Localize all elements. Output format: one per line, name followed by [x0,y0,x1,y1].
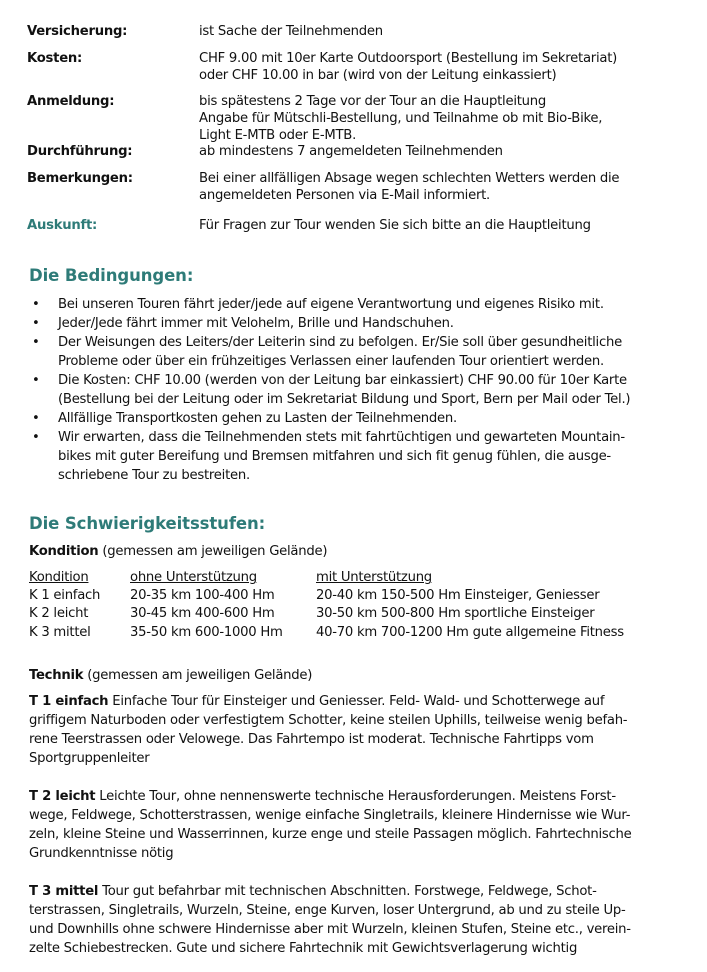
label-auskunft: Auskunft: [27,218,98,233]
bullet-icon: • [32,373,40,388]
value-anmeldung-line3: Light E-MTB oder E-MTB. [199,128,357,143]
list-item: • Der Weisungen des Leiters/der Leiterin sind zu befolgen. Er/Sie soll über gesundheitliche Probleme oder über ein frühzeitiges Verlassen einer laufenden Tour orientiert werden. [32,335,622,369]
bullet-icon: • [32,335,40,350]
value-bemerkungen-line2: angemeldeten Personen via E-Mail informiert. [199,188,490,203]
kondition-row-k1-ohne: 20-35 km 100-400 Hm [130,588,275,603]
bullet-icon: • [32,297,40,312]
value-durchfuehrung: ab mindestens 7 angemeldeten Teilnehmenden [199,144,503,159]
kondition-row-k2-level: K 2 leicht [29,606,89,621]
value-anmeldung-line2: Angabe für Mütschli-Bestellung, und Teilnahme ob mit Bio-Bike, [199,111,603,126]
value-kosten-line1: CHF 9.00 mit 10er Karte Outdoorsport (Bestellung im Sekretariat) [199,51,618,66]
value-kosten-line2: oder CHF 10.00 in bar (wird von der Leitung einkassiert) [199,68,557,83]
value-versicherung: ist Sache der Teilnehmenden [199,24,383,39]
value-bemerkungen-line1: Bei einer allfälligen Absage wegen schlechten Wetters werden die [199,171,620,186]
kondition-header-level: Kondition [29,570,89,585]
label-kosten: Kosten: [27,51,83,66]
technik-t2: T 2 leicht Leichte Tour, ohne nennenswerte technische Herausforderungen. Meistens Forst- wege, Feldwege, Schotterstrassen, wenige einfache Singletrails, kleinere Hindernisse wie Wur- zeln, kleine Steine und Wasserrinnen, kurze enge und steile Passagen möglich. Fahrtechnische Grundkenntnisse nötig [29,789,632,861]
label-durchfuehrung: Durchführung: [27,144,133,159]
list-item: • Wir erwarten, dass die Teilnehmenden stets mit fahrtüchtigen und gewarteten Mountain- bikes mit guter Bereifung und Bremsen mitfahren und sich fit genug fühlen, die ausge- schriebene Tour zu bestreiten. [32,430,625,483]
list-item: • Jeder/Jede fährt immer mit Velohelm, Brille und Handschuhen. [32,316,454,331]
list-item: • Bei unseren Touren fährt jeder/jede auf eigene Verantwortung und eigenes Risiko mit. [32,297,604,312]
kondition-row-k2-mit: 30-50 km 500-800 Hm sportliche Einsteiger [316,606,595,621]
bullet-icon: • [32,316,40,331]
conditions-list [29,295,630,485]
kondition-row-k3-mit: 40-70 km 700-1200 Hm gute allgemeine Fitness [316,625,624,640]
kondition-row-k2-ohne: 30-45 km 400-600 Hm [130,606,275,621]
kondition-header-mit: mit Unterstützung [316,570,432,585]
technik-t1: T 1 einfach Einfache Tour für Einsteiger und Geniesser. Feld- Wald- und Schotterwege auf griffigem Naturboden oder verfestigtem Schotter, keine steilen Uphills, teilweise wenig befah- rene Teerstrassen oder Velowege. Das Fahrtempo ist moderat. Technische Fahrtipps vom Sportgruppenleiter [29,694,628,766]
kondition-row-k3-level: K 3 mittel [29,625,91,640]
kondition-title: Kondition (gemessen am jeweiligen Gelände) [29,544,328,559]
kondition-header-ohne: ohne Unterstützung [130,570,257,585]
list-item: • Allfällige Transportkosten gehen zu Lasten der Teilnehmenden. [32,411,457,426]
technik-title: Technik (gemessen am jeweiligen Gelände) [29,668,313,683]
conditions-heading: Die Bedingungen: [29,266,194,285]
technik-t3: T 3 mittel Tour gut befahrbar mit technischen Abschnitten. Forstwege, Feldwege, Schot- terstrassen, Singletrails, Wurzeln, Steine, enge Kurven, loser Untergrund, ab und zu steile Up- und Downhills ohne schwere Hindernisse aber mit Wurzeln, kleinen Stufen, Steine etc., verein- zelte Schiebestrecken. Gute und sichere Fahrtechnik mit Gewichtsverlagerung wichtig [29,884,631,956]
kondition-row-k3-ohne: 35-50 km 600-1000 Hm [130,625,283,640]
kondition-row-k1-mit: 20-40 km 150-500 Hm Einsteiger, Geniesser [316,588,600,603]
value-auskunft: Für Fragen zur Tour wenden Sie sich bitte an die Hauptleitung [199,218,591,233]
label-bemerkungen: Bemerkungen: [27,171,133,186]
bullet-icon: • [32,430,40,445]
label-anmeldung: Anmeldung: [27,94,115,109]
label-versicherung: Versicherung: [27,24,128,39]
list-item: • Die Kosten: CHF 10.00 (werden von der Leitung bar einkassiert) CHF 90.00 für 10er Karte (Bestellung bei der Leitung oder im Sekretariat Bildung und Sport, Bern per Mail oder Tel.) [32,373,631,407]
bullet-icon: • [32,411,40,426]
kondition-row-k1-level: K 1 einfach [29,588,101,603]
levels-heading: Die Schwierigkeitsstufen: [29,514,266,533]
value-anmeldung-line1: bis spätestens 2 Tage vor der Tour an die Hauptleitung [199,94,546,109]
